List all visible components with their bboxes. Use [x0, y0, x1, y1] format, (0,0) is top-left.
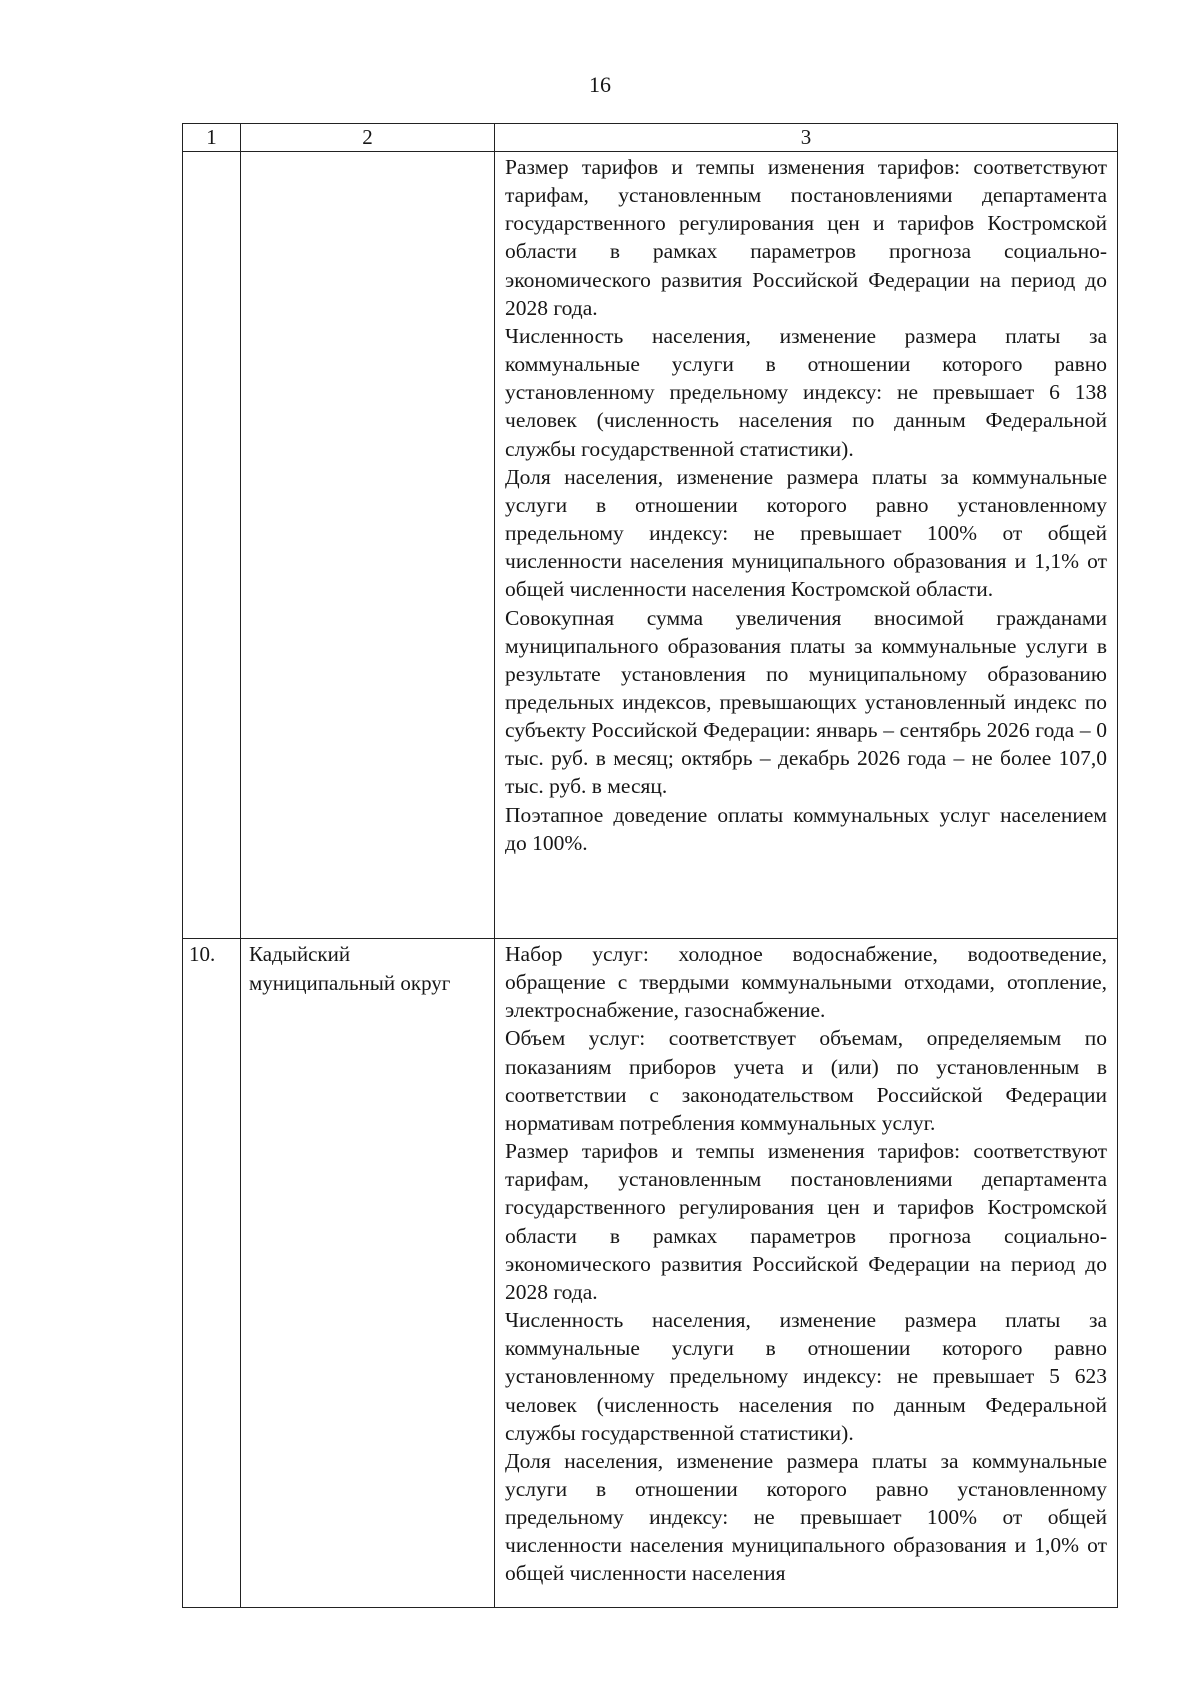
table-row: [183, 939, 1118, 1608]
municipality-name-cell: [241, 152, 495, 939]
row-number-cell: [183, 152, 241, 939]
description-cell: [495, 939, 1118, 1608]
paragraph-tariff-size: Размер тарифов и темпы изменения тарифов: соответствуют тарифам, установленным постановлениями департамента государственного регулирования цен и тарифов Костромской области в рамках параметров прогноза социально-экономического развития Российской Федерации на период до 2028 года.: [505, 1139, 1107, 1304]
tariff-table: [182, 123, 1118, 1608]
row-number-cell: 10.: [183, 939, 241, 1608]
column-header-3: 3: [495, 124, 1118, 152]
paragraph-population-share: Доля населения, изменение размера платы за коммунальные услуги в отношении которого равно установленному предельному индексу: не превышает 100% от общей численности населения муниципального образования и 1,0% от общей численности населения: [505, 1448, 1107, 1586]
paragraph-total-increase: Совокупная сумма увеличения вносимой гражданами муниципального образования платы за коммунальные услуги в результате установления по муниципальному образованию предельных индексов, превышающих установленный индекс по субъекту Российской Федерации: январь – сентябрь 2026 года – 0 тыс. руб. в месяц; октябрь – декабрь 2026 года – не более 107,0 тыс. руб. в месяц.: [505, 605, 1107, 799]
paragraph-tariff-size: Размер тарифов и темпы изменения тарифов: соответствуют тарифам, установленным постановлениями департамента государственного регулирования цен и тарифов Костромской области в рамках параметров прогноза социально-экономического развития Российской Федерации на период до 2028 года.: [505, 155, 1107, 320]
paragraph-service-volume: Объем услуг: соответствует объемам, определяемым по показаниям приборов учета и (или) по установленным в соответствии с законодательством Российской Федерации нормативам потребления коммунальных услуг.: [505, 1026, 1107, 1135]
column-header-1: 1: [183, 124, 241, 152]
description-cell: [495, 152, 1118, 939]
paragraph-population-share: Доля населения, изменение размера платы за коммунальные услуги в отношении которого равно установленному предельному индексу: не превышает 100% от общей численности населения муниципального образования и 1,1% от общей численности населения Костромской области.: [505, 464, 1107, 602]
paragraph-population-count: Численность населения, изменение размера платы за коммунальные услуги в отношении которого равно установленному предельному индексу: не превышает 6 138 человек (численность населения по данным Федеральной службы государственной статистики).: [505, 323, 1107, 461]
page-number: 16: [589, 72, 611, 97]
table-row: [183, 152, 1118, 939]
table-header-row: [183, 124, 1118, 152]
paragraph-service-set: Набор услуг: холодное водоснабжение, водоотведение, обращение с твердыми коммунальными отходами, отопление, электроснабжение, газоснабжение.: [505, 942, 1107, 1023]
paragraph-population-count: Численность населения, изменение размера платы за коммунальные услуги в отношении которого равно установленному предельному индексу: не превышает 5 623 человек (численность населения по данным Федеральной службы государственной статистики).: [505, 1308, 1107, 1445]
column-header-2: 2: [241, 124, 495, 152]
municipality-name-cell: Кадыйский муниципальный округ: [241, 939, 495, 1608]
paragraph-phased-payment: Поэтапное доведение оплаты коммунальных услуг населением до 100%.: [505, 802, 1107, 855]
